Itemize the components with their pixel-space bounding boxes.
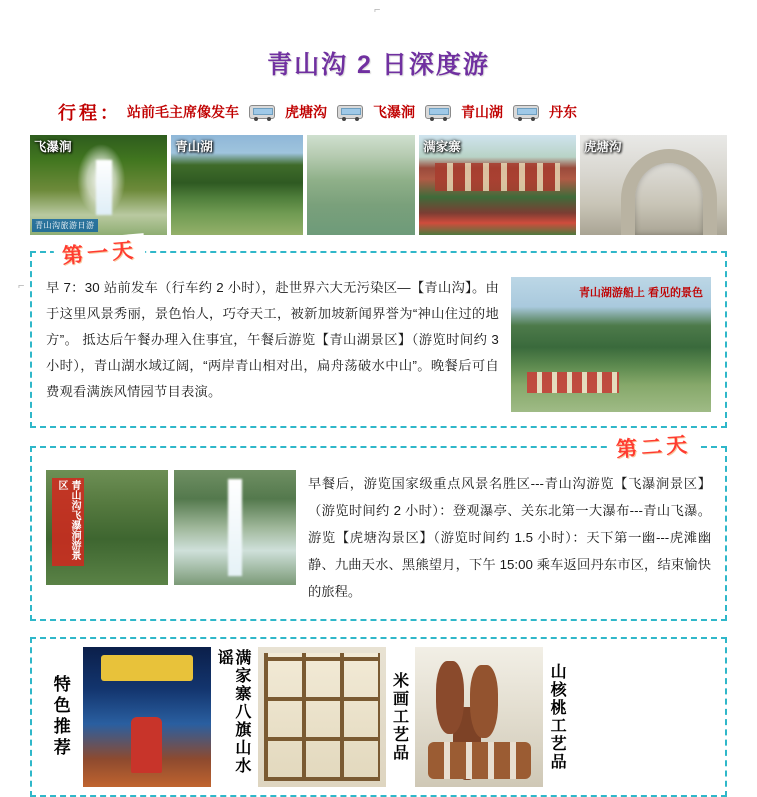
bus-icon: [337, 105, 363, 119]
photo-caption: 青山湖: [175, 140, 213, 154]
photo-caption: 飞瀑涧: [34, 140, 72, 154]
recommend-item-0: [83, 649, 250, 785]
itinerary-stop-1: 虎塘沟: [285, 104, 327, 120]
recommend-caption: 米画工艺品: [390, 672, 408, 762]
photo-manjiazhai: [419, 135, 576, 235]
day2-section: [30, 433, 727, 621]
page-title: 青山沟 2 日深度游: [267, 51, 490, 79]
crop-mark-top: ⌐: [374, 4, 381, 16]
photo-caption: 满家寨: [423, 140, 461, 154]
photo-green-valley: [307, 135, 415, 235]
recommend-section: [30, 637, 727, 797]
itinerary-stop-2: 飞瀑涧: [373, 104, 415, 120]
photo-strip: [0, 135, 757, 235]
itinerary-label: 行程：: [58, 103, 121, 123]
bus-icon: [513, 105, 539, 119]
poster-image: [83, 647, 211, 787]
day2-photos: [46, 470, 296, 585]
day2-photo-2: [174, 470, 296, 585]
walnut-craft-image: [415, 647, 543, 787]
itinerary-stop-3: 青山湖: [461, 104, 503, 120]
itinerary-stop-0: 站前毛主席像发车: [127, 104, 239, 120]
crop-mark-left: ⌐: [18, 280, 25, 292]
bus-icon: [249, 105, 275, 119]
recommend-item-1: [258, 649, 408, 785]
day1-photo: [511, 277, 711, 412]
day2-photo-1: [46, 470, 168, 585]
rice-painting-image: [258, 647, 386, 787]
recommend-item-2: [415, 649, 565, 785]
recommend-caption: 满家寨八旗山水谣: [215, 649, 250, 775]
photo-qingshan-lake: [171, 135, 303, 235]
day1-photo-overlay: 青山湖游船上 看见的景色: [578, 287, 703, 299]
day1-section: [30, 238, 727, 428]
itinerary-stop-4: 丹东: [549, 104, 577, 120]
day1-tag: 第一天: [53, 233, 146, 271]
day2-text: 早餐后，游览国家级重点风景名胜区---青山沟游览【飞瀑涧景区】（游览时间约 2 小时）：登观瀑亭、关东北第一大瀑布---青山飞瀑。游览【虎塘沟景区】（游览时间约 1.5 小时）：天下第一幽---虎滩幽静、九曲天水、黑熊望月，下午 15:00 乘车返回丹东市区，结束愉快的旅程。: [308, 476, 711, 599]
photo-feipujian: [30, 135, 167, 235]
day2-photo-caption: 青山沟飞瀑涧游景区: [52, 478, 84, 566]
photo-watermark: 青山沟旅游日游: [32, 219, 98, 232]
recommend-label: 特色推荐: [50, 675, 70, 759]
photo-caption: 虎塘沟: [584, 140, 622, 154]
day2-tag: 第二天: [607, 428, 700, 464]
day1-text: 早 7：30 站前发车（行车约 2 小时），赴世界六大无污染区—【青山沟】。由于这里风景秀丽，景色怡人，巧夺天工，被新加坡新闻界誉为“神山住过的地方”。 抵达后午餐办理入住事宜，午餐后游览【青山湖景区】（游览时间约 3 小时），青山湖水域辽阔，“两岸青山相对出，扁舟荡破水中山”。晚餐后可自费观看满族风情园节目表演。: [46, 280, 499, 399]
itinerary-row: [0, 81, 757, 131]
recommend-caption: 山核桃工艺品: [548, 663, 566, 771]
bus-icon: [425, 105, 451, 119]
photo-hutanggou: [580, 135, 727, 235]
